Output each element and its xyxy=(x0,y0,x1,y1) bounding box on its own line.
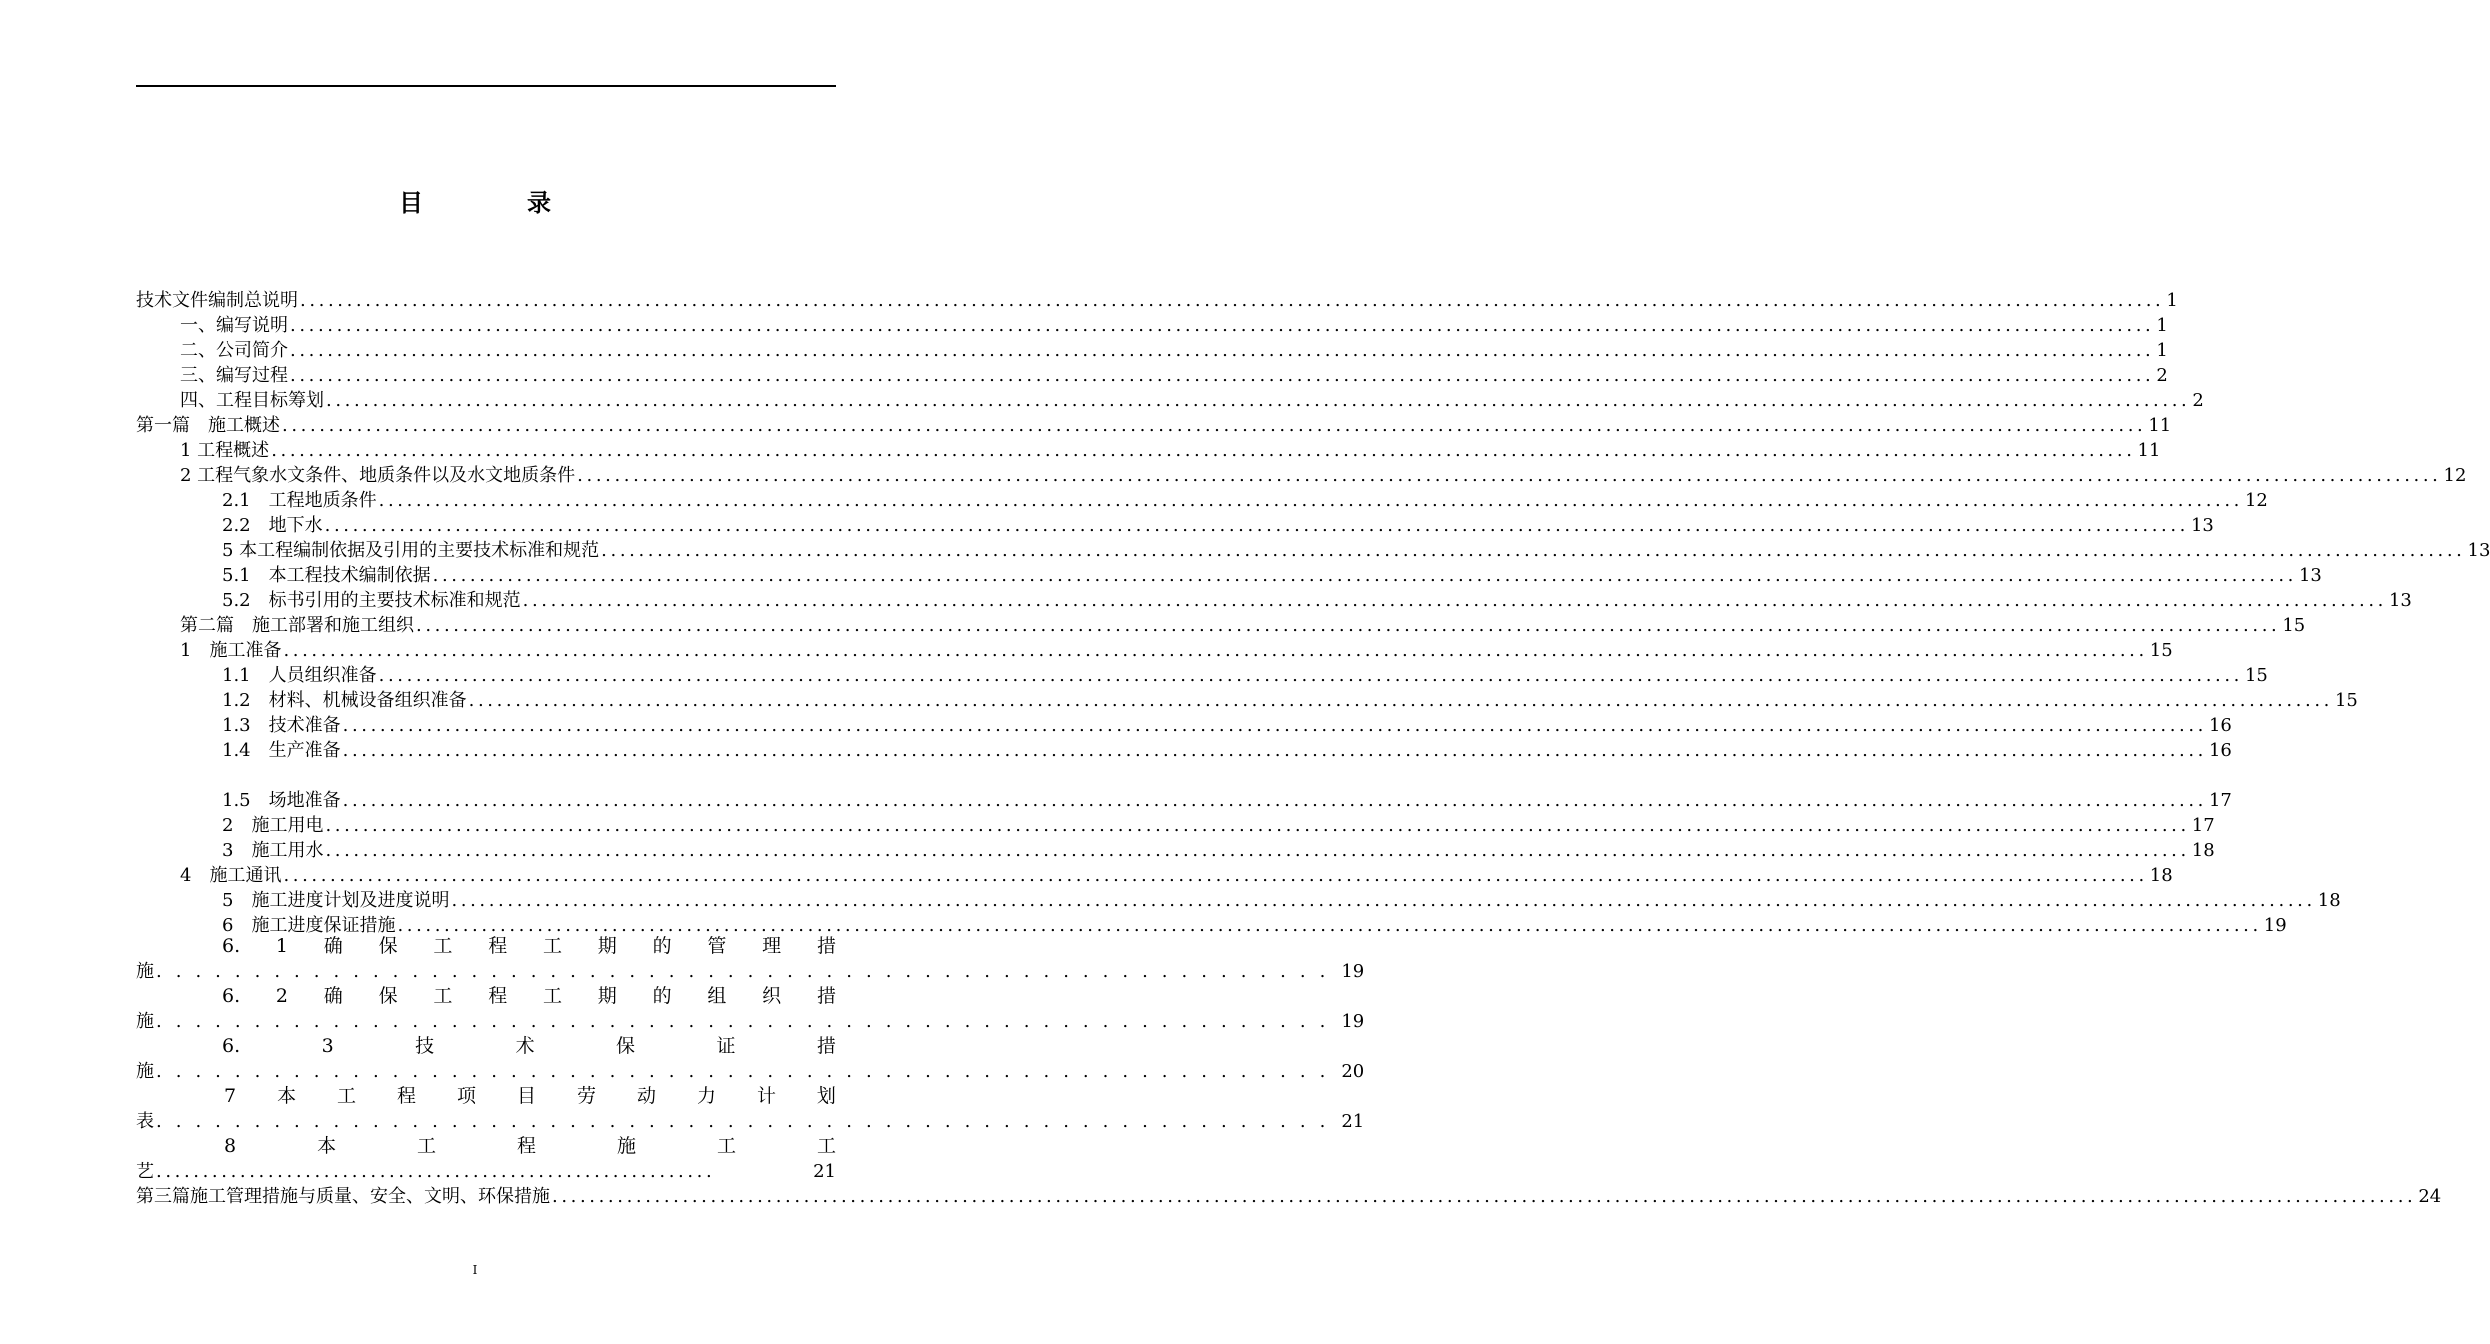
toc-entry-page: 19 xyxy=(1341,1011,1365,1032)
toc-entry-char: 保 xyxy=(378,935,398,957)
toc-entry-char: 劳 xyxy=(576,1085,596,1107)
toc-entry-label: 第一篇 施工概述 xyxy=(136,415,280,436)
toc-entry-label: 技术文件编制总说明 xyxy=(136,290,298,311)
toc-entry-spread[interactable] xyxy=(136,1084,1365,1134)
toc-entry-page: 11 xyxy=(2137,440,2161,461)
toc-entry-char: 的 xyxy=(652,935,672,957)
toc-entry-char: 工 xyxy=(816,1135,836,1157)
toc-entry-spread[interactable] xyxy=(136,1034,1365,1084)
toc-entry[interactable] xyxy=(180,313,2168,338)
dot-leader: ........................................................................................................................................................................................................ xyxy=(342,715,2207,736)
toc-entry[interactable] xyxy=(222,838,2215,863)
toc-entry[interactable] xyxy=(222,513,2214,538)
toc-entry-char: 本 xyxy=(317,1135,337,1157)
toc-entry-page: 2 xyxy=(2192,390,2204,411)
toc-entry-char: 确 xyxy=(323,935,343,957)
toc-entry-page: 19 xyxy=(1341,961,1365,982)
dot-leader: ........................................................................................................................................................................................................ xyxy=(468,690,2333,711)
toc-entry-page: 15 xyxy=(2282,615,2306,636)
toc-entry-char: 7 xyxy=(224,1085,237,1107)
toc-entry-char: 措 xyxy=(816,935,836,957)
toc-entry-char: 程 xyxy=(517,1135,537,1157)
toc-entry-char: 程 xyxy=(397,1085,417,1107)
dot-leader: ........................................................................................................................................................................................................ xyxy=(522,590,2387,611)
toc-entry-char: 保 xyxy=(616,1035,636,1057)
toc-entry-char: 6. xyxy=(222,935,241,957)
toc-entry-char: 措 xyxy=(816,985,836,1007)
toc-entry-page: 12 xyxy=(2244,490,2268,511)
toc-entry[interactable] xyxy=(222,888,2341,913)
toc-entry-page: 15 xyxy=(2244,665,2268,686)
toc-entry[interactable] xyxy=(180,363,2168,388)
toc-entry-page: 13 xyxy=(2467,540,2490,561)
toc-entry-label: 2 施工用电 xyxy=(222,815,324,836)
toc-entry-spread[interactable] xyxy=(136,934,1365,984)
toc-entry-label: 5.2 标书引用的主要技术标准和规范 xyxy=(222,590,521,611)
toc-entry-spread[interactable] xyxy=(136,984,1365,1034)
dot-leader: ........................................................................................................................................................................................................ xyxy=(283,865,2148,886)
toc-entry[interactable] xyxy=(180,338,2168,363)
toc-entry[interactable] xyxy=(180,438,2161,463)
dot-leader: ........................................................................................................................................................................................................ xyxy=(271,440,2136,461)
toc-entry-char: 期 xyxy=(597,935,617,957)
toc-entry-page: 21 xyxy=(813,1161,836,1182)
dot-leader: ........................................................................................................................................................................................................ xyxy=(342,740,2207,761)
toc-entry-label: 施 xyxy=(136,961,154,982)
toc-entry[interactable] xyxy=(222,488,2268,513)
toc-entry-label: 第三篇施工管理措施与质量、安全、文明、环保措施 xyxy=(136,1186,550,1207)
toc-entry-label: 一、编写说明 xyxy=(180,315,288,336)
toc-entry-label: 1.3 技术准备 xyxy=(222,715,341,736)
toc-entry-char: 工 xyxy=(433,935,453,957)
dot-leader: ........................................................................................................................................................................................................ xyxy=(290,340,2155,361)
toc-entry-label: 2.2 地下水 xyxy=(222,515,323,536)
toc-entry-char: 目 xyxy=(517,1085,537,1107)
toc-entry[interactable] xyxy=(180,388,2204,413)
toc-entry-page: 21 xyxy=(1341,1111,1365,1132)
toc-entry-char: 理 xyxy=(762,935,782,957)
toc-entry-char: 织 xyxy=(762,985,782,1007)
toc-entry-label: 1 施工准备 xyxy=(180,640,282,661)
toc-entry-char: 管 xyxy=(707,935,727,957)
toc-entry-char: 施 xyxy=(617,1135,637,1157)
dot-leader: ........................................................................................................................................................................................................ xyxy=(282,415,2147,436)
toc-entry[interactable] xyxy=(180,638,2173,663)
toc-entry-char: 保 xyxy=(378,985,398,1007)
toc-entry-label: 1.5 场地准备 xyxy=(222,790,341,811)
toc-entry-char: 6. xyxy=(222,985,241,1007)
toc-entry[interactable] xyxy=(222,813,2215,838)
dot-leader: ........................................................................................................................................................................................................ xyxy=(601,540,2466,561)
toc-entry-char: 工 xyxy=(337,1085,357,1107)
dot-leader: ........................................................................................................................................................................................................ xyxy=(283,640,2148,661)
toc-entry-page: 15 xyxy=(2149,640,2173,661)
toc-entry-label: 1 工程概述 xyxy=(180,440,270,461)
toc-entry-label: 施 xyxy=(136,1011,154,1032)
dot-leader: ........................................................................................................................................................................................................ xyxy=(290,365,2155,386)
toc-entry-char: 划 xyxy=(816,1085,836,1107)
toc-entry-char: 2 xyxy=(275,985,289,1007)
toc-entry-char: 本 xyxy=(277,1085,297,1107)
toc-entry-char: 6. xyxy=(222,1035,241,1057)
toc-entry[interactable] xyxy=(136,288,2178,313)
dot-leader: ........................................................................................................................................................................................................ xyxy=(325,840,2190,861)
toc-entry-page: 2 xyxy=(2156,365,2168,386)
toc-entry-label: 1.4 生产准备 xyxy=(222,740,341,761)
dot-leader: ............................................................ xyxy=(156,1061,1340,1082)
toc-entry-label: 6 施工进度保证措施 xyxy=(222,915,396,936)
toc-entry-page: 15 xyxy=(2334,690,2358,711)
dot-leader: ........................................................................................................................................................................................................ xyxy=(432,565,2297,586)
toc-entry-label: 1.2 材料、机械设备组织准备 xyxy=(222,690,467,711)
dot-leader: ........................................................................................................................................................................................................ xyxy=(326,390,2191,411)
toc-entry-char: 的 xyxy=(652,985,672,1007)
toc-entry-label: 5 施工进度计划及进度说明 xyxy=(222,890,450,911)
toc-entry-label: 4 施工通讯 xyxy=(180,865,282,886)
toc-entry-char: 1 xyxy=(275,935,289,957)
toc-entry-label: 四、工程目标筹划 xyxy=(180,390,324,411)
toc-entry-char: 3 xyxy=(321,1035,334,1057)
toc-entry-char: 技 xyxy=(415,1035,435,1057)
toc-entry-page: 1 xyxy=(2166,290,2178,311)
toc-entry-char: 8 xyxy=(224,1135,237,1157)
toc-entry-label: 艺 xyxy=(136,1161,154,1182)
toc-entry-char: 工 xyxy=(542,935,562,957)
dot-leader: ............................................................ xyxy=(156,961,1340,982)
toc-entry-label: 表 xyxy=(136,1111,154,1132)
toc-entry-char: 措 xyxy=(816,1035,836,1057)
toc-entry-page: 13 xyxy=(2298,565,2322,586)
toc-entry-page: 17 xyxy=(2191,815,2215,836)
toc-entry-spread[interactable] xyxy=(136,1134,836,1184)
toc-entry-page: 18 xyxy=(2191,840,2215,861)
dot-leader: ........................................................................................................................................................................................................ xyxy=(378,665,2243,686)
toc-entry[interactable] xyxy=(222,563,2322,588)
toc-entry[interactable] xyxy=(222,713,2232,738)
dot-leader: ........................................................................................................................................................................................................ xyxy=(325,815,2190,836)
page-title: 目 录 xyxy=(399,188,591,217)
toc-entry-char: 工 xyxy=(717,1135,737,1157)
dot-leader: ........................................................................................................................................................................................................ xyxy=(451,890,2316,911)
dot-leader: ........................................................................................................................................................................................................ xyxy=(416,615,2281,636)
dot-leader: ........................................................................................................................................................................................................ xyxy=(300,290,2165,311)
toc-entry-char: 程 xyxy=(488,935,508,957)
toc-entry[interactable] xyxy=(136,1184,2442,1209)
toc-entry[interactable] xyxy=(222,738,2232,763)
toc-entry[interactable] xyxy=(222,688,2358,713)
dot-leader: ........................................................................................................................................................................................................ xyxy=(397,915,2262,936)
toc-entry-label: 2 工程气象水文条件、地质条件以及水文地质条件 xyxy=(180,465,576,486)
dot-leader: ........................................................................................................................................................................................................ xyxy=(577,465,2442,486)
toc-entry-page: 13 xyxy=(2388,590,2412,611)
toc-entry-char: 工 xyxy=(542,985,562,1007)
toc-entry-label: 施 xyxy=(136,1061,154,1082)
toc-entry-page: 16 xyxy=(2208,715,2232,736)
toc-entry-char: 工 xyxy=(417,1135,437,1157)
toc-entry-char: 计 xyxy=(756,1085,776,1107)
toc-entry-char: 组 xyxy=(707,985,727,1007)
toc-entry-label: 第二篇 施工部署和施工组织 xyxy=(180,615,414,636)
toc-entry-page: 11 xyxy=(2148,415,2172,436)
toc-entry-page: 16 xyxy=(2208,740,2232,761)
dot-leader: ........................................................................................................................................................................................................ xyxy=(552,1186,2417,1207)
toc-entry-char: 项 xyxy=(457,1085,477,1107)
toc-entry[interactable] xyxy=(180,613,2306,638)
toc-entry-char: 动 xyxy=(636,1085,656,1107)
dot-leader: ............................................................ xyxy=(156,1111,1340,1132)
toc-entry-label: 1.1 人员组织准备 xyxy=(222,665,377,686)
toc-entry[interactable] xyxy=(222,538,2490,563)
toc-entry[interactable] xyxy=(180,463,2467,488)
toc-entry-char: 程 xyxy=(488,985,508,1007)
toc-entry-label: 三、编写过程 xyxy=(180,365,288,386)
toc-entry-label: 3 施工用水 xyxy=(222,840,324,861)
dot-leader: ............................................................ xyxy=(156,1011,1340,1032)
dot-leader: ............................................................ xyxy=(156,1161,716,1182)
toc-entry-page: 18 xyxy=(2317,890,2341,911)
toc-entry-char: 力 xyxy=(696,1085,716,1107)
toc-entry-label: 5 本工程编制依据及引用的主要技术标准和规范 xyxy=(222,540,600,561)
dot-leader: ........................................................................................................................................................................................................ xyxy=(290,315,2155,336)
toc-entry-page: 24 xyxy=(2418,1186,2442,1207)
toc-entry-label: 二、公司简介 xyxy=(180,340,288,361)
toc-entry-char: 期 xyxy=(597,985,617,1007)
page-number: I xyxy=(472,1263,478,1277)
toc-entry-page: 17 xyxy=(2208,790,2232,811)
dot-leader: ........................................................................................................................................................................................................ xyxy=(342,790,2207,811)
toc-entry[interactable] xyxy=(222,588,2412,613)
toc-entry-page: 19 xyxy=(2263,915,2287,936)
toc-entry-label: 2.1 工程地质条件 xyxy=(222,490,377,511)
toc-entry[interactable] xyxy=(222,788,2232,813)
toc-entry-label: 5.1 本工程技术编制依据 xyxy=(222,565,431,586)
toc-entry-page: 20 xyxy=(1341,1061,1365,1082)
toc-entry[interactable] xyxy=(136,413,2172,438)
toc-entry-page: 13 xyxy=(2190,515,2214,536)
toc-entry-char: 工 xyxy=(433,985,453,1007)
toc-entry-page: 18 xyxy=(2149,865,2173,886)
toc-entry-char: 确 xyxy=(323,985,343,1007)
dot-leader: ........................................................................................................................................................................................................ xyxy=(378,490,2243,511)
toc-entry-char: 术 xyxy=(515,1035,535,1057)
toc-entry-char: 证 xyxy=(716,1035,736,1057)
toc-entry-page: 1 xyxy=(2156,315,2168,336)
toc-entry-page: 1 xyxy=(2156,340,2168,361)
toc-entry-page: 12 xyxy=(2443,465,2467,486)
dot-leader: ........................................................................................................................................................................................................ xyxy=(324,515,2189,536)
toc-entry[interactable] xyxy=(180,863,2173,888)
toc-entry[interactable] xyxy=(222,663,2268,688)
